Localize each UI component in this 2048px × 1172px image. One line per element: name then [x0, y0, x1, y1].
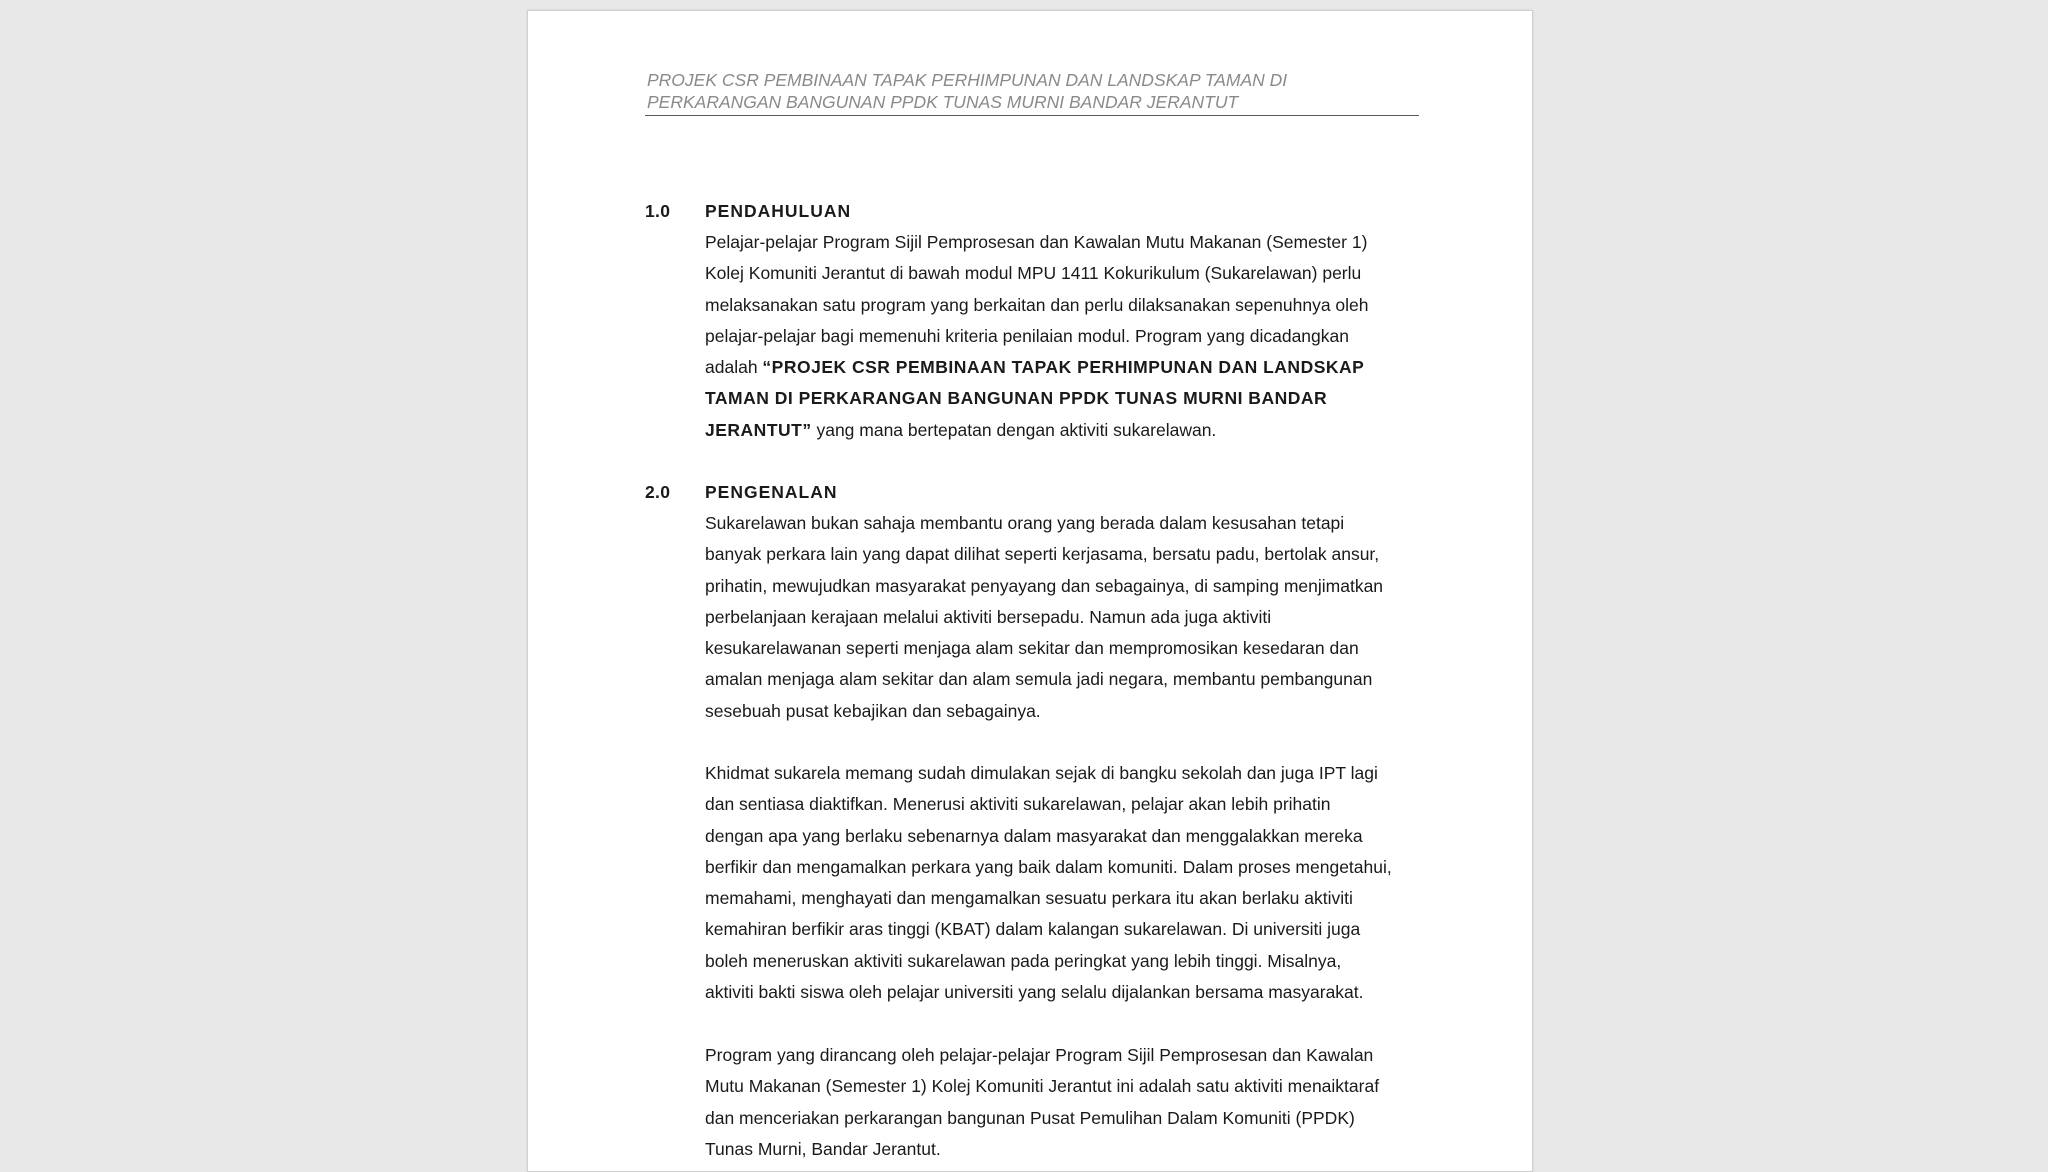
- paragraph-line: dengan apa yang berlaku sebenarnya dalam masyarakat dan menggalakkan mereka: [705, 825, 1363, 846]
- section-title: PENDAHULUAN: [705, 201, 852, 221]
- section-title: PENGENALAN: [705, 482, 838, 502]
- paragraph-line: TAMAN DI PERKARANGAN BANGUNAN PPDK TUNAS MURNI BANDAR: [705, 388, 1328, 409]
- paragraph-line: sesebuah pusat kebajikan dan sebagainya.: [705, 700, 1041, 721]
- header-line-2: PERKARANGAN BANGUNAN PPDK TUNAS MURNI BANDAR JERANTUT: [647, 92, 1239, 112]
- paragraph-line: Program yang dirancang oleh pelajar-pelajar Program Sijil Pemprosesan dan Kawalan: [705, 1045, 1374, 1065]
- paragraph-line: aktiviti bakti siswa oleh pelajar universiti yang selalu dijalankan bersama masyarakat.: [705, 982, 1364, 1003]
- paragraph-line: pelajar-pelajar bagi memenuhi kriteria penilaian modul. Program yang dicadangkan: [705, 325, 1349, 346]
- section-number: 2.0: [645, 482, 671, 502]
- paragraph-line: adalah “PROJEK CSR PEMBINAAN TAPAK PERHIMPUNAN DAN LANDSKAP: [705, 357, 1365, 378]
- paragraph-line: boleh meneruskan aktiviti sukarelawan pada peringkat yang lebih tinggi. Misalnya,: [705, 950, 1342, 971]
- paragraph: [705, 758, 1425, 1008]
- paragraph-line: Mutu Makanan (Semester 1) Kolej Komuniti Jerantut ini adalah satu aktiviti menaiktaraf: [705, 1076, 1380, 1097]
- header-line-1: PROJEK CSR PEMBINAAN TAPAK PERHIMPUNAN DAN LANDSKAP TAMAN DI: [647, 70, 1288, 90]
- paragraph-line: perbelanjaan kerajaan melalui aktiviti bersepadu. Namun ada juga aktiviti: [705, 606, 1272, 627]
- paragraph-line: dan menceriakan perkarangan bangunan Pusat Pemulihan Dalam Komuniti (PPDK): [705, 1107, 1355, 1128]
- paragraph-line: dan sentiasa diaktifkan. Menerusi aktiviti sukarelawan, pelajar akan lebih prihatin: [705, 794, 1331, 815]
- paragraph-line: amalan menjaga alam sekitar dan alam semula jadi negara, membantu pembangunan: [705, 669, 1373, 690]
- paragraph: [705, 227, 1425, 446]
- paragraph: [705, 508, 1425, 727]
- paragraph-line: prihatin, mewujudkan masyarakat penyayang dan sebagainya, di samping menjimatkan: [705, 575, 1384, 596]
- paragraph-line: Khidmat sukarela memang sudah dimulakan sejak di bangku sekolah dan juga IPT lagi: [705, 763, 1378, 783]
- paragraph-line: kesukarelawanan seperti menjaga alam sekitar dan mempromosikan kesedaran dan: [705, 638, 1359, 659]
- paragraph-line: berfikir dan mengamalkan perkara yang baik dalam komuniti. Dalam proses mengetahui,: [705, 856, 1392, 877]
- paragraph-line: kemahiran berfikir aras tinggi (KBAT) dalam kalangan sukarelawan. Di universiti juga: [705, 919, 1361, 940]
- paragraph-line: banyak perkara lain yang dapat dilihat seperti kerjasama, bersatu padu, bertolak ansur,: [705, 544, 1380, 565]
- paragraph-line: Sukarelawan bukan sahaja membantu orang yang berada dalam kesusahan tetapi: [705, 513, 1345, 533]
- section-number: 1.0: [645, 201, 671, 221]
- paragraph-line: Kolej Komuniti Jerantut di bawah modul MPU 1411 Kokurikulum (Sukarelawan) perlu: [705, 263, 1362, 284]
- paragraph-line: Tunas Murni, Bandar Jerantut.: [705, 1138, 941, 1159]
- document-page: [527, 10, 1533, 1172]
- paragraph-line: Pelajar-pelajar Program Sijil Pemprosesan dan Kawalan Mutu Makanan (Semester 1): [705, 232, 1368, 252]
- page-header: [645, 69, 1419, 116]
- paragraph-line: melaksanakan satu program yang berkaitan dan perlu dilaksanakan sepenuhnya oleh: [705, 294, 1369, 315]
- paragraph-line: JERANTUT” yang mana bertepatan dengan aktiviti sukarelawan.: [705, 419, 1217, 440]
- paragraph: [705, 1040, 1425, 1165]
- paragraph-line: memahami, menghayati dan mengamalkan sesuatu perkara itu akan berlaku aktiviti: [705, 888, 1353, 909]
